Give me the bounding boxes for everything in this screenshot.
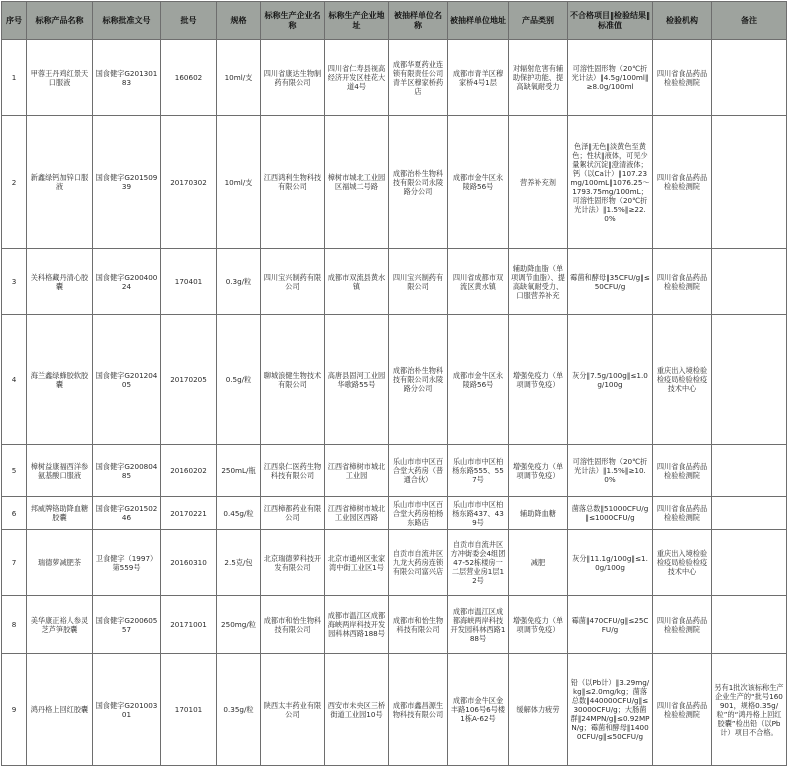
cell-sampled-unit-address: 成都市金牛区永陵路56号	[448, 116, 509, 249]
cell-product-name: 新鑫绿钙加锌口服液	[27, 116, 93, 249]
cell-manufacturer: 江西鸿利生物科技有限公司	[261, 116, 325, 249]
cell-product-category: 增强免疫力（单项调节免疫）	[509, 445, 568, 497]
cell-approval-number: 国食健字G20130183	[93, 40, 161, 116]
cell-product-name: 关科格藏丹清心胶囊	[27, 249, 93, 315]
cell-remarks	[712, 116, 787, 249]
cell-manufacturer: 四川省康达生物制药有限公司	[261, 40, 325, 116]
cell-testing-agency: 四川省食品药品检验检测院	[653, 40, 712, 116]
header-sampled-unit-address: 被抽样单位地址	[448, 2, 509, 40]
cell-manufacturer: 江西泉仁医药生物科技有限公司	[261, 445, 325, 497]
cell-manufacturer-address: 江西省樟树市城北工业园区西路	[325, 497, 389, 530]
cell-manufacturer-address: 江西省樟树市城北工业园	[325, 445, 389, 497]
cell-product-name: 甲蓉王丹鸡红景天口服液	[27, 40, 93, 116]
cell-product-name: 瑞德萝减肥茶	[27, 530, 93, 596]
cell-sampled-unit: 自贡市自流井区九龙大药房连锁有限公司富兴店	[389, 530, 448, 596]
cell-product-category: 缓解体力疲劳	[509, 654, 568, 766]
cell-approval-number: 国食健字G20080485	[93, 445, 161, 497]
cell-batch-number: 160602	[161, 40, 217, 116]
cell-index: 8	[2, 596, 27, 654]
cell-remarks	[712, 315, 787, 445]
cell-product-category: 营养补充剂	[509, 116, 568, 249]
cell-product-name: 邦威牌铬助降血糖胶囊	[27, 497, 93, 530]
header-manufacturer: 标称生产企业名称	[261, 2, 325, 40]
cell-index: 6	[2, 497, 27, 530]
cell-remarks	[712, 596, 787, 654]
cell-product-category: 对辐射危害有辅助保护功能、提高缺氧耐受力	[509, 40, 568, 116]
cell-sampled-unit: 乐山市市中区百合堂大药房柏杨东路店	[389, 497, 448, 530]
cell-testing-agency: 四川省食品药品检验检测院	[653, 116, 712, 249]
cell-specification: 0.5g/粒	[217, 315, 261, 445]
cell-remarks: 另有1批次该标称生产企业生产的“批号160901，规格0.35g/粒”的“鸿丹格上回红胶囊”检出铅（以Pb计）项目不合格。	[712, 654, 787, 766]
cell-batch-number: 20170302	[161, 116, 217, 249]
cell-manufacturer-address: 西安市未央区三桥街道工业园10号	[325, 654, 389, 766]
cell-batch-number: 20171001	[161, 596, 217, 654]
table-row	[2, 40, 787, 116]
header-approval-number: 标称批准文号	[93, 2, 161, 40]
cell-failed-items: 灰分‖7.5g/100g‖≤1.0g/100g	[568, 315, 653, 445]
cell-specification: 250mL/瓶	[217, 445, 261, 497]
cell-sampled-unit: 乐山市市中区百合堂大药房（普通合伙）	[389, 445, 448, 497]
header-remarks: 备注	[712, 2, 787, 40]
cell-index: 5	[2, 445, 27, 497]
cell-manufacturer-address: 成都市温江区成都海峡两岸科技开发园科林西路188号	[325, 596, 389, 654]
cell-manufacturer: 成都市和怡生物科技有限公司	[261, 596, 325, 654]
table-row	[2, 530, 787, 596]
cell-failed-items: 灰分‖11.1g/100g‖≤1.0g/100g	[568, 530, 653, 596]
cell-index: 2	[2, 116, 27, 249]
cell-approval-number: 国食健字G20150246	[93, 497, 161, 530]
cell-testing-agency: 重庆出入境检验检疫局检验检疫技术中心	[653, 530, 712, 596]
cell-product-category: 减肥	[509, 530, 568, 596]
cell-failed-items: 菌落总数‖51000CFU/g‖≤1000CFU/g	[568, 497, 653, 530]
cell-remarks	[712, 497, 787, 530]
cell-sampled-unit-address: 乐山市市中区柏杨东路555、557号	[448, 445, 509, 497]
cell-specification: 2.5克/包	[217, 530, 261, 596]
cell-batch-number: 20170205	[161, 315, 217, 445]
cell-manufacturer: 北京瑞德萝科技开发有限公司	[261, 530, 325, 596]
table-row	[2, 116, 787, 249]
cell-index: 3	[2, 249, 27, 315]
cell-specification: 10ml/支	[217, 40, 261, 116]
table-row	[2, 596, 787, 654]
cell-testing-agency: 四川省食品药品检验检测院	[653, 445, 712, 497]
cell-sampled-unit-address: 乐山市市中区柏杨东路437、439号	[448, 497, 509, 530]
cell-sampled-unit: 成都市鑫昌源生物科技有限公司	[389, 654, 448, 766]
cell-sampled-unit: 成都治朴生物科技有限公司永陵路分公司	[389, 315, 448, 445]
header-index: 序号	[2, 2, 27, 40]
cell-remarks	[712, 249, 787, 315]
cell-specification: 10ml/支	[217, 116, 261, 249]
header-testing-agency: 检验机构	[653, 2, 712, 40]
cell-batch-number: 20170221	[161, 497, 217, 530]
cell-product-category: 增强免疫力（单项调节免疫）	[509, 596, 568, 654]
header-failed-items: 不合格项目‖检验结果‖标准值	[568, 2, 653, 40]
cell-failed-items: 霉菌和酵母‖35CFU/g‖≤50CFU/g	[568, 249, 653, 315]
header-manufacturer-address: 标称生产企业地址	[325, 2, 389, 40]
cell-sampled-unit: 四川宝兴制药有限公司	[389, 249, 448, 315]
cell-product-name: 海兰鑫绿蜂胶软胶囊	[27, 315, 93, 445]
cell-manufacturer-address: 樟树市城北工业园区福城二号路	[325, 116, 389, 249]
header-specification: 规格	[217, 2, 261, 40]
cell-specification: 0.35g/粒	[217, 654, 261, 766]
cell-sampled-unit: 成都华夏药业连锁有限责任公司青羊区穆家桥药店	[389, 40, 448, 116]
header-batch-number: 批号	[161, 2, 217, 40]
cell-specification: 0.3g/粒	[217, 249, 261, 315]
cell-testing-agency: 四川省食品药品检验检测院	[653, 249, 712, 315]
cell-product-name: 美华康正裕人参灵芝芦笋胶囊	[27, 596, 93, 654]
cell-sampled-unit-address: 自贡市自流井区方冲街委会4组团47-52栋楼房一二层营业房1层12号	[448, 530, 509, 596]
cell-batch-number: 20160310	[161, 530, 217, 596]
header-row	[2, 2, 787, 40]
table-row	[2, 497, 787, 530]
cell-sampled-unit: 成都市和怡生物科技有限公司	[389, 596, 448, 654]
cell-manufacturer: 陕西太丰药业有限公司	[261, 654, 325, 766]
table-row	[2, 315, 787, 445]
cell-testing-agency: 四川省食品药品检验检测院	[653, 596, 712, 654]
cell-testing-agency: 四川省食品药品检验检测院	[653, 497, 712, 530]
cell-sampled-unit: 成都治朴生物科技有限公司永陵路分公司	[389, 116, 448, 249]
cell-failed-items: 可溶性固形物（20℃折光计法）‖4.5g/100ml‖≥8.0g/100ml	[568, 40, 653, 116]
cell-testing-agency: 重庆出入境检验检疫局检验检疫技术中心	[653, 315, 712, 445]
cell-specification: 250mg/粒	[217, 596, 261, 654]
cell-manufacturer: 江西樟都药业有限公司	[261, 497, 325, 530]
cell-product-name: 樟树益康福西洋参氨基酸口服液	[27, 445, 93, 497]
cell-approval-number: 国食健字G20060557	[93, 596, 161, 654]
cell-sampled-unit-address: 成都市金牛区永陵路56号	[448, 315, 509, 445]
cell-specification: 0.45g/粒	[217, 497, 261, 530]
cell-manufacturer-address: 成都市双流县黄水镇	[325, 249, 389, 315]
cell-failed-items: 霉菌‖470CFU/g‖≤25CFU/g	[568, 596, 653, 654]
cell-failed-items: 可溶性固形物（20℃折光计法）‖1.5%‖≥10.0%	[568, 445, 653, 497]
cell-product-category: 辅助降血脂（单项调节血脂）、提高缺氧耐受力、口服营养补充	[509, 249, 568, 315]
cell-approval-number: 国食健字G20040024	[93, 249, 161, 315]
cell-index: 7	[2, 530, 27, 596]
cell-testing-agency: 四川省食品药品检验检测院	[653, 654, 712, 766]
table-row	[2, 654, 787, 766]
table-body	[2, 40, 787, 766]
table-row	[2, 445, 787, 497]
cell-remarks	[712, 40, 787, 116]
cell-manufacturer-address: 高唐县固河工业园华歌路55号	[325, 315, 389, 445]
inspection-results-table	[1, 1, 787, 766]
cell-batch-number: 20160202	[161, 445, 217, 497]
cell-manufacturer: 聊城浪健生物技术有限公司	[261, 315, 325, 445]
cell-product-category: 辅助降血糖	[509, 497, 568, 530]
cell-index: 1	[2, 40, 27, 116]
cell-product-name: 鸿丹格上回红胶囊	[27, 654, 93, 766]
cell-approval-number: 国食健字G20120405	[93, 315, 161, 445]
header-product-name: 标称产品名称	[27, 2, 93, 40]
cell-sampled-unit-address: 成都市青羊区穆家桥4号1层	[448, 40, 509, 116]
cell-sampled-unit-address: 成都市温江区成都海峡两岸科技开发园科林西路188号	[448, 596, 509, 654]
table-row	[2, 249, 787, 315]
cell-remarks	[712, 530, 787, 596]
cell-batch-number: 170401	[161, 249, 217, 315]
cell-index: 4	[2, 315, 27, 445]
cell-failed-items: 色泽‖无色‖淡黄色至黄色；性状‖液体，可见少量絮状沉淀‖澄清液体；钙（以Ca计）‖107.23mg/100mL‖1076.25～1793.75mg/100mL；可溶性固形物（20℃折光计法）‖1.5%‖≥22.0%	[568, 116, 653, 249]
header-sampled-unit: 被抽样单位名称	[389, 2, 448, 40]
header-product-category: 产品类别	[509, 2, 568, 40]
cell-remarks	[712, 445, 787, 497]
cell-manufacturer-address: 北京市通州区张家湾中街工业区1号	[325, 530, 389, 596]
cell-manufacturer: 四川宝兴制药有限公司	[261, 249, 325, 315]
cell-approval-number: 国食健字G20100301	[93, 654, 161, 766]
cell-index: 9	[2, 654, 27, 766]
cell-sampled-unit-address: 四川省成都市双流区黄水镇	[448, 249, 509, 315]
cell-manufacturer-address: 四川省仁寿县视高经济开发区桂花大道4号	[325, 40, 389, 116]
cell-product-category: 增强免疫力（单项调节免疫）	[509, 315, 568, 445]
cell-batch-number: 170101	[161, 654, 217, 766]
cell-failed-items: 铅（以Pb计）‖3.29mg/kg‖≤2.0mg/kg；菌落总数‖440000CFU/g‖≤30000CFU/g；大肠菌群‖24MPN/g‖≤0.92MPN/g；霉菌和酵母‖14000CFU/g‖≤50CFU/g	[568, 654, 653, 766]
cell-sampled-unit-address: 成都市金牛区金丰路106号6号楼1栋A-62号	[448, 654, 509, 766]
cell-approval-number: 国食健字G20150939	[93, 116, 161, 249]
cell-approval-number: 卫食健字（1997）第559号	[93, 530, 161, 596]
